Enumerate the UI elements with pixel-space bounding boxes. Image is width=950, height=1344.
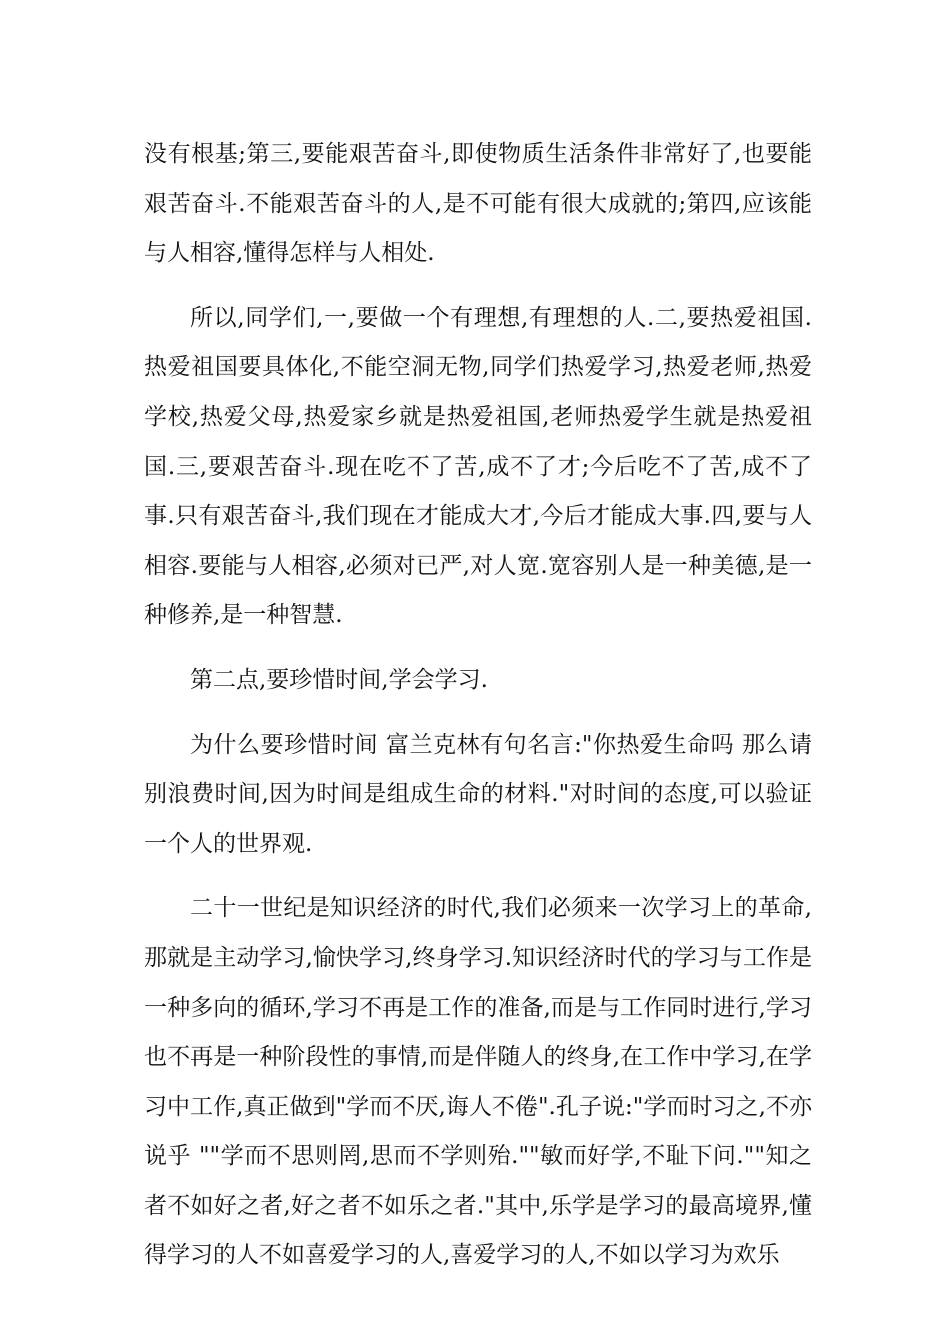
document-page [144,130,812,1296]
paragraph-5: 二十一世纪是知识经济的时代,我们必须来一次学习上的革命,那就是主动学习,愉快学习,终身学习.知识经济时代的学习与工作是一种多向的循环,学习不再是工作的准备,而是与工作同时进行,学习也不再是一种阶段性的事情,而是伴随人的终身,在工作中学习,在学习中工作,真正做到"学而不厌,诲人不倦".孔子说:"学而时习之,不亦说乎 ""学而不思则罔,思而不学则殆.""敏而好学,不耻下问.""知之者不如好之者,好之者不如乐之者."其中,乐学是学习的最高境界,懂得学习的人不如喜爱学习的人,喜爱学习的人,不如以学习为欢乐 [144,895,812,1269]
paragraph-2: 所以,同学们,一,要做一个有理想,有理想的人.二,要热爱祖国.热爱祖国要具体化,不能空洞无物,同学们热爱学习,热爱老师,热爱学校,热爱父母,热爱家乡就是热爱祖国,老师热爱学生就是热爱祖国.三,要艰苦奋斗.现在吃不了苦,成不了才;今后吃不了苦,成不了事.只有艰苦奋斗,我们现在才能成大才,今后才能成大事.四,要与人相容.要能与人相容,必须对已严,对人宽.宽容别人是一种美德,是一种修养,是一种智慧. [144,304,812,629]
paragraph-1: 没有根基;第三,要能艰苦奋斗,即使物质生活条件非常好了,也要能艰苦奋斗.不能艰苦奋斗的人,是不可能有很大成就的;第四,应该能与人相容,懂得怎样与人相处. [144,141,812,267]
paragraph-4: 为什么要珍惜时间 富兰克林有句名言:"你热爱生命吗 那么请别浪费时间,因为时间是组成生命的材料."对时间的态度,可以验证一个人的世界观. [144,731,812,857]
paragraph-3: 第二点,要珍惜时间,学会学习. [190,666,488,693]
